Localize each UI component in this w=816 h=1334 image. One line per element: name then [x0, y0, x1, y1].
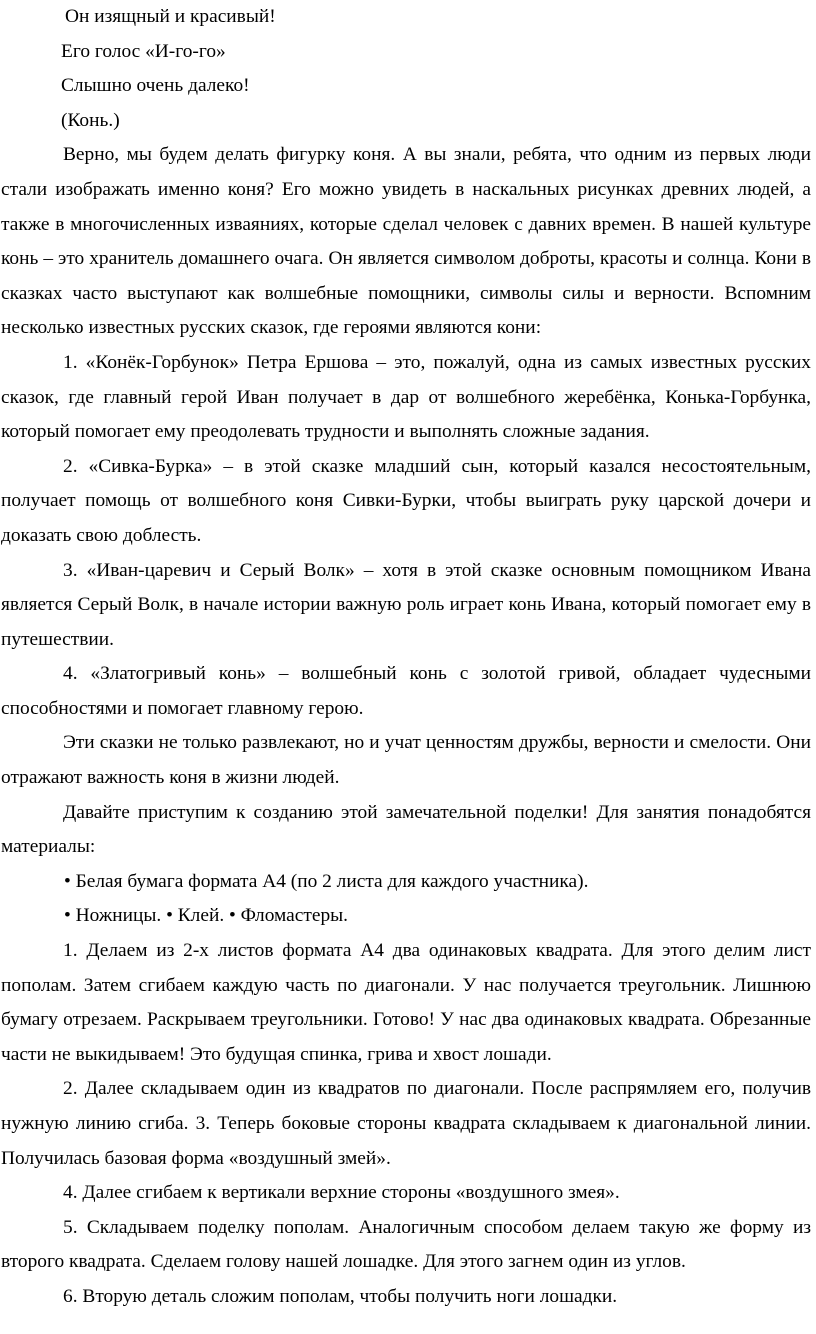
paragraph-intro: Верно, мы будем делать фигурку коня. А вы знали, ребята, что одним из первых люди стали изображать именно коня? Его можно увидеть в наскальных рисунках древних людей, а также в многочисленных изваяниях, которые сделал человек с давних времен. В нашей культуре конь – это хранитель домашнего очага. Он является символом доброты, красоты и солнца. Кони в сказках часто выступают как волшебные помощники, символы силы и верности. Вспомним несколько известных русских сказок, где героями являются кони:: [1, 144, 811, 339]
step-paragraph: 5. Складываем поделку пополам. Аналогичным способом делаем такую же форму из второго квадрата. Сделаем голову нашей лошадке. Для этого загнем один из углов.: [1, 1216, 811, 1273]
paragraph-tale-2: 2. «Сивка-Бурка» – в этой сказке младший сын, который казался несостоятельным, получает помощь от волшебного коня Сивки-Бурки, чтобы выиграть руку царской дочери и доказать свою доблесть.: [1, 455, 811, 546]
paragraph-summary: Эти сказки не только развлекают, но и учат ценностям дружбы, верности и смелости. Они отражают важность коня в жизни людей.: [1, 732, 811, 789]
step-paragraph: 4. Далее сгибаем к вертикали верхние стороны «воздушного змея».: [63, 1182, 620, 1204]
paragraph-tale-3: 3. «Иван-царевич и Серый Волк» – хотя в этой сказке основным помощником Ивана является Серый Волк, в начале истории важную роль играет конь Ивана, который помогает ему в путешествии.: [1, 559, 811, 650]
paragraph-tale-1: 1. «Конёк-Горбунок» Петра Ершова – это, пожалуй, одна из самых известных русских сказок, где главный герой Иван получает в дар от волшебного жеребёнка, Конька-Горбунка, который помогает ему преодолевать трудности и выполнять сложные задания.: [1, 351, 811, 443]
materials-item: • Ножницы. • Клей. • Фломастеры.: [64, 905, 349, 927]
poem-line: Он изящный и красивый!: [65, 6, 276, 27]
poem-line: (Конь.): [61, 109, 120, 131]
poem-line: Слышно очень далеко!: [61, 75, 250, 97]
paragraph-materials-intro: Давайте приступим к созданию этой замечательной поделки! Для занятия понадобятся материалы:: [1, 801, 811, 858]
step-paragraph: 2. Далее складываем один из квадратов по диагонали. После распрямляем его, получив нужную линию сгиба. 3. Теперь боковые стороны квадрата складываем к диагональной линии. Получилась базовая форма «воздушный змей».: [1, 1078, 811, 1169]
paragraph-tale-4: 4. «Златогривый конь» – волшебный конь с золотой гривой, обладает чудесными способностями и помогает главному герою.: [1, 663, 811, 719]
materials-item: • Белая бумага формата А4 (по 2 листа для каждого участника).: [64, 870, 589, 892]
step-paragraph: 6. Вторую деталь сложим пополам, чтобы получить ноги лошадки.: [63, 1285, 618, 1307]
poem-line: Его голос «И-го-го»: [61, 40, 226, 62]
step-paragraph: 1. Делаем из 2-х листов формата А4 два одинаковых квадрата. Для этого делим лист пополам. Затем сгибаем каждую часть по диагонали. У нас получается треугольник. Лишнюю бумагу отрезаем. Раскрываем треугольники. Готово! У нас два одинаковых квадрата. Обрезанные части не выкидываем! Это будущая спинка, грива и хвост лошади.: [1, 940, 811, 1065]
